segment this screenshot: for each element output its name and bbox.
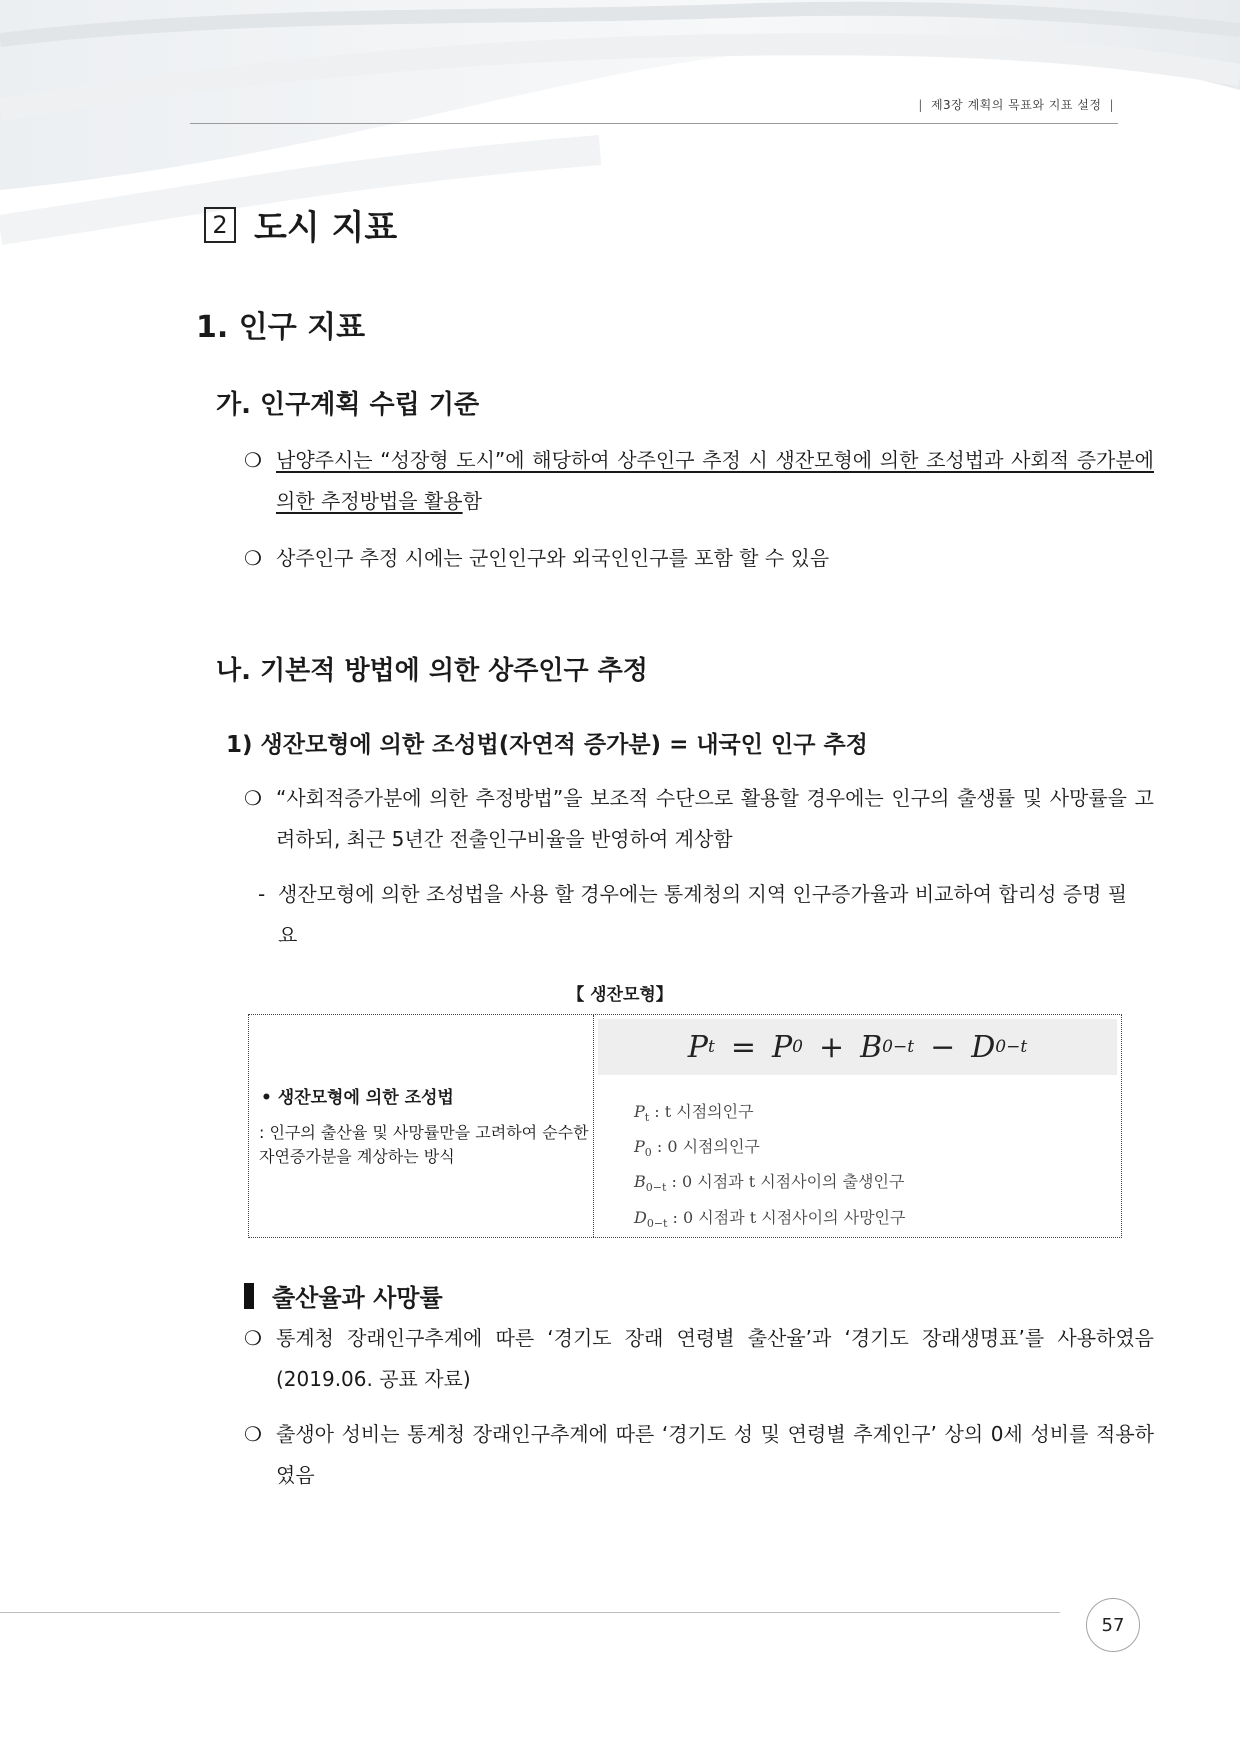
bullet-ga-1 [244, 440, 1154, 522]
bullet-birth-2 [244, 1414, 1154, 1496]
bullet-ga-2 [244, 538, 1154, 579]
def-text: : 0 시점과 t 시점사이의 사망인구 [667, 1207, 906, 1227]
bullet-birth-1-text: 통계청 장래인구추계에 따른 ‘경기도 장래 연령별 출산율’과 ‘경기도 장래생명표’를 사용하였음(2019.06. 공표 자료) [276, 1326, 1154, 1391]
definition-row [634, 1203, 905, 1238]
model-method-description: : 인구의 출산율 및 사망률만을 고려하여 순수한 자연증가분을 계상하는 방식 [259, 1123, 589, 1166]
model-box-caption: 【 생잔모형】 [567, 985, 673, 1005]
dash-mark: - [258, 882, 266, 906]
bullet-ga-1-tail: 함 [462, 489, 482, 513]
circle-bullet-icon: ❍ [244, 1422, 262, 1446]
dash-item-na [258, 874, 1142, 956]
def-symbol: P [634, 1102, 645, 1121]
footer-divider [0, 1612, 1060, 1613]
bullet-birth-2-text: 출생아 성비는 통계청 장래인구추계에 따른 ‘경기도 성 및 연령별 추계인구’ 상의 0세 성비를 적용하였음 [276, 1422, 1154, 1487]
def-text: : 0 시점의인구 [651, 1137, 760, 1157]
bullet-ga-1-underlined: 남양주시는 “성장형 도시”에 해당하여 상주인구 추정 시 생잔모형에 의한 조성법과 사회적 증가분에 의한 추정방법을 활용 [276, 448, 1154, 513]
def-symbol: D [634, 1207, 647, 1227]
formula-sub-0: 0 [792, 1037, 803, 1057]
circle-bullet-icon: ❍ [244, 1326, 262, 1350]
def-symbol: P [634, 1137, 645, 1157]
heading-birth-death [244, 1278, 443, 1313]
formula-plus: + [818, 1029, 845, 1065]
heading-cohort-method: 1) 생잔모형에 의한 조성법(자연적 증가분) = 내국인 인구 추정 [226, 732, 868, 758]
formula-equals: = [730, 1029, 756, 1065]
bullet-na-1-text: “사회적증가분에 의한 추정방법”을 보조적 수단으로 활용할 경우에는 인구의 출생률 및 사망률을 고려하되, 최근 5년간 전출인구비율을 반영하여 계상함 [276, 786, 1154, 851]
block-marker-icon [244, 1283, 254, 1309]
def-sub: 0−t [645, 1181, 667, 1195]
def-text: : 0 시점과 t 시점사이의 출생인구 [666, 1172, 905, 1192]
heading-population-indicator: 1. 인구 지표 [196, 310, 366, 345]
header-left-bar: | [918, 98, 923, 112]
cohort-model-box [248, 1014, 1122, 1238]
model-box-right [594, 1015, 1121, 1237]
formula-d: D [971, 1029, 996, 1065]
formula-pt: P [687, 1029, 708, 1065]
bullet-na-1 [244, 778, 1154, 860]
bullet-birth-1 [244, 1318, 1154, 1400]
formula-minus: − [930, 1029, 956, 1065]
running-header [910, 96, 1122, 113]
cohort-formula [598, 1019, 1117, 1075]
definition-row [634, 1167, 905, 1202]
def-symbol: B [634, 1172, 646, 1192]
definition-row [634, 1132, 905, 1167]
circle-bullet-icon: ❍ [244, 546, 262, 570]
def-sub: 0 [644, 1146, 652, 1160]
header-divider [190, 123, 1118, 124]
heading-ga: 가. 인구계획 수립 기준 [216, 390, 480, 420]
formula-sub-b: 0−t [882, 1037, 915, 1057]
definition-row [634, 1097, 905, 1132]
dash-item-text: 생잔모형에 의한 조성법을 사용 할 경우에는 통계청의 지역 인구증가율과 비교하여 합리성 증명 필요 [278, 882, 1128, 947]
heading-na: 나. 기본적 방법에 의한 상주인구 추정 [216, 656, 648, 686]
formula-p0: P [771, 1029, 793, 1065]
heading-birth-death-text: 출산율과 사망률 [272, 1284, 443, 1312]
formula-definitions [634, 1097, 905, 1238]
formula-sub-d: 0−t [995, 1037, 1028, 1057]
formula-sub-t: t [707, 1037, 715, 1057]
model-method-title: • 생잔모형에 의한 조성법 [261, 1088, 454, 1108]
section-number-box: 2 [204, 207, 236, 243]
page-number: 57 [1086, 1598, 1140, 1652]
circle-bullet-icon: ❍ [244, 448, 262, 472]
bullet-ga-2-text: 상주인구 추정 시에는 군인인구와 외국인인구를 포함 할 수 있음 [276, 546, 830, 570]
formula-b: B [860, 1029, 883, 1065]
circle-bullet-icon: ❍ [244, 786, 262, 810]
def-sub: t [644, 1111, 650, 1125]
section-title-text: 도시 지표 [254, 208, 398, 248]
def-sub: 0−t [646, 1216, 668, 1230]
running-header-title: 제3장 계획의 목표와 지표 설정 [930, 98, 1102, 112]
header-right-bar: | [1109, 98, 1114, 112]
model-box-left [249, 1015, 594, 1237]
section-title [204, 200, 397, 249]
def-text: : t 시점의인구 [649, 1102, 754, 1121]
